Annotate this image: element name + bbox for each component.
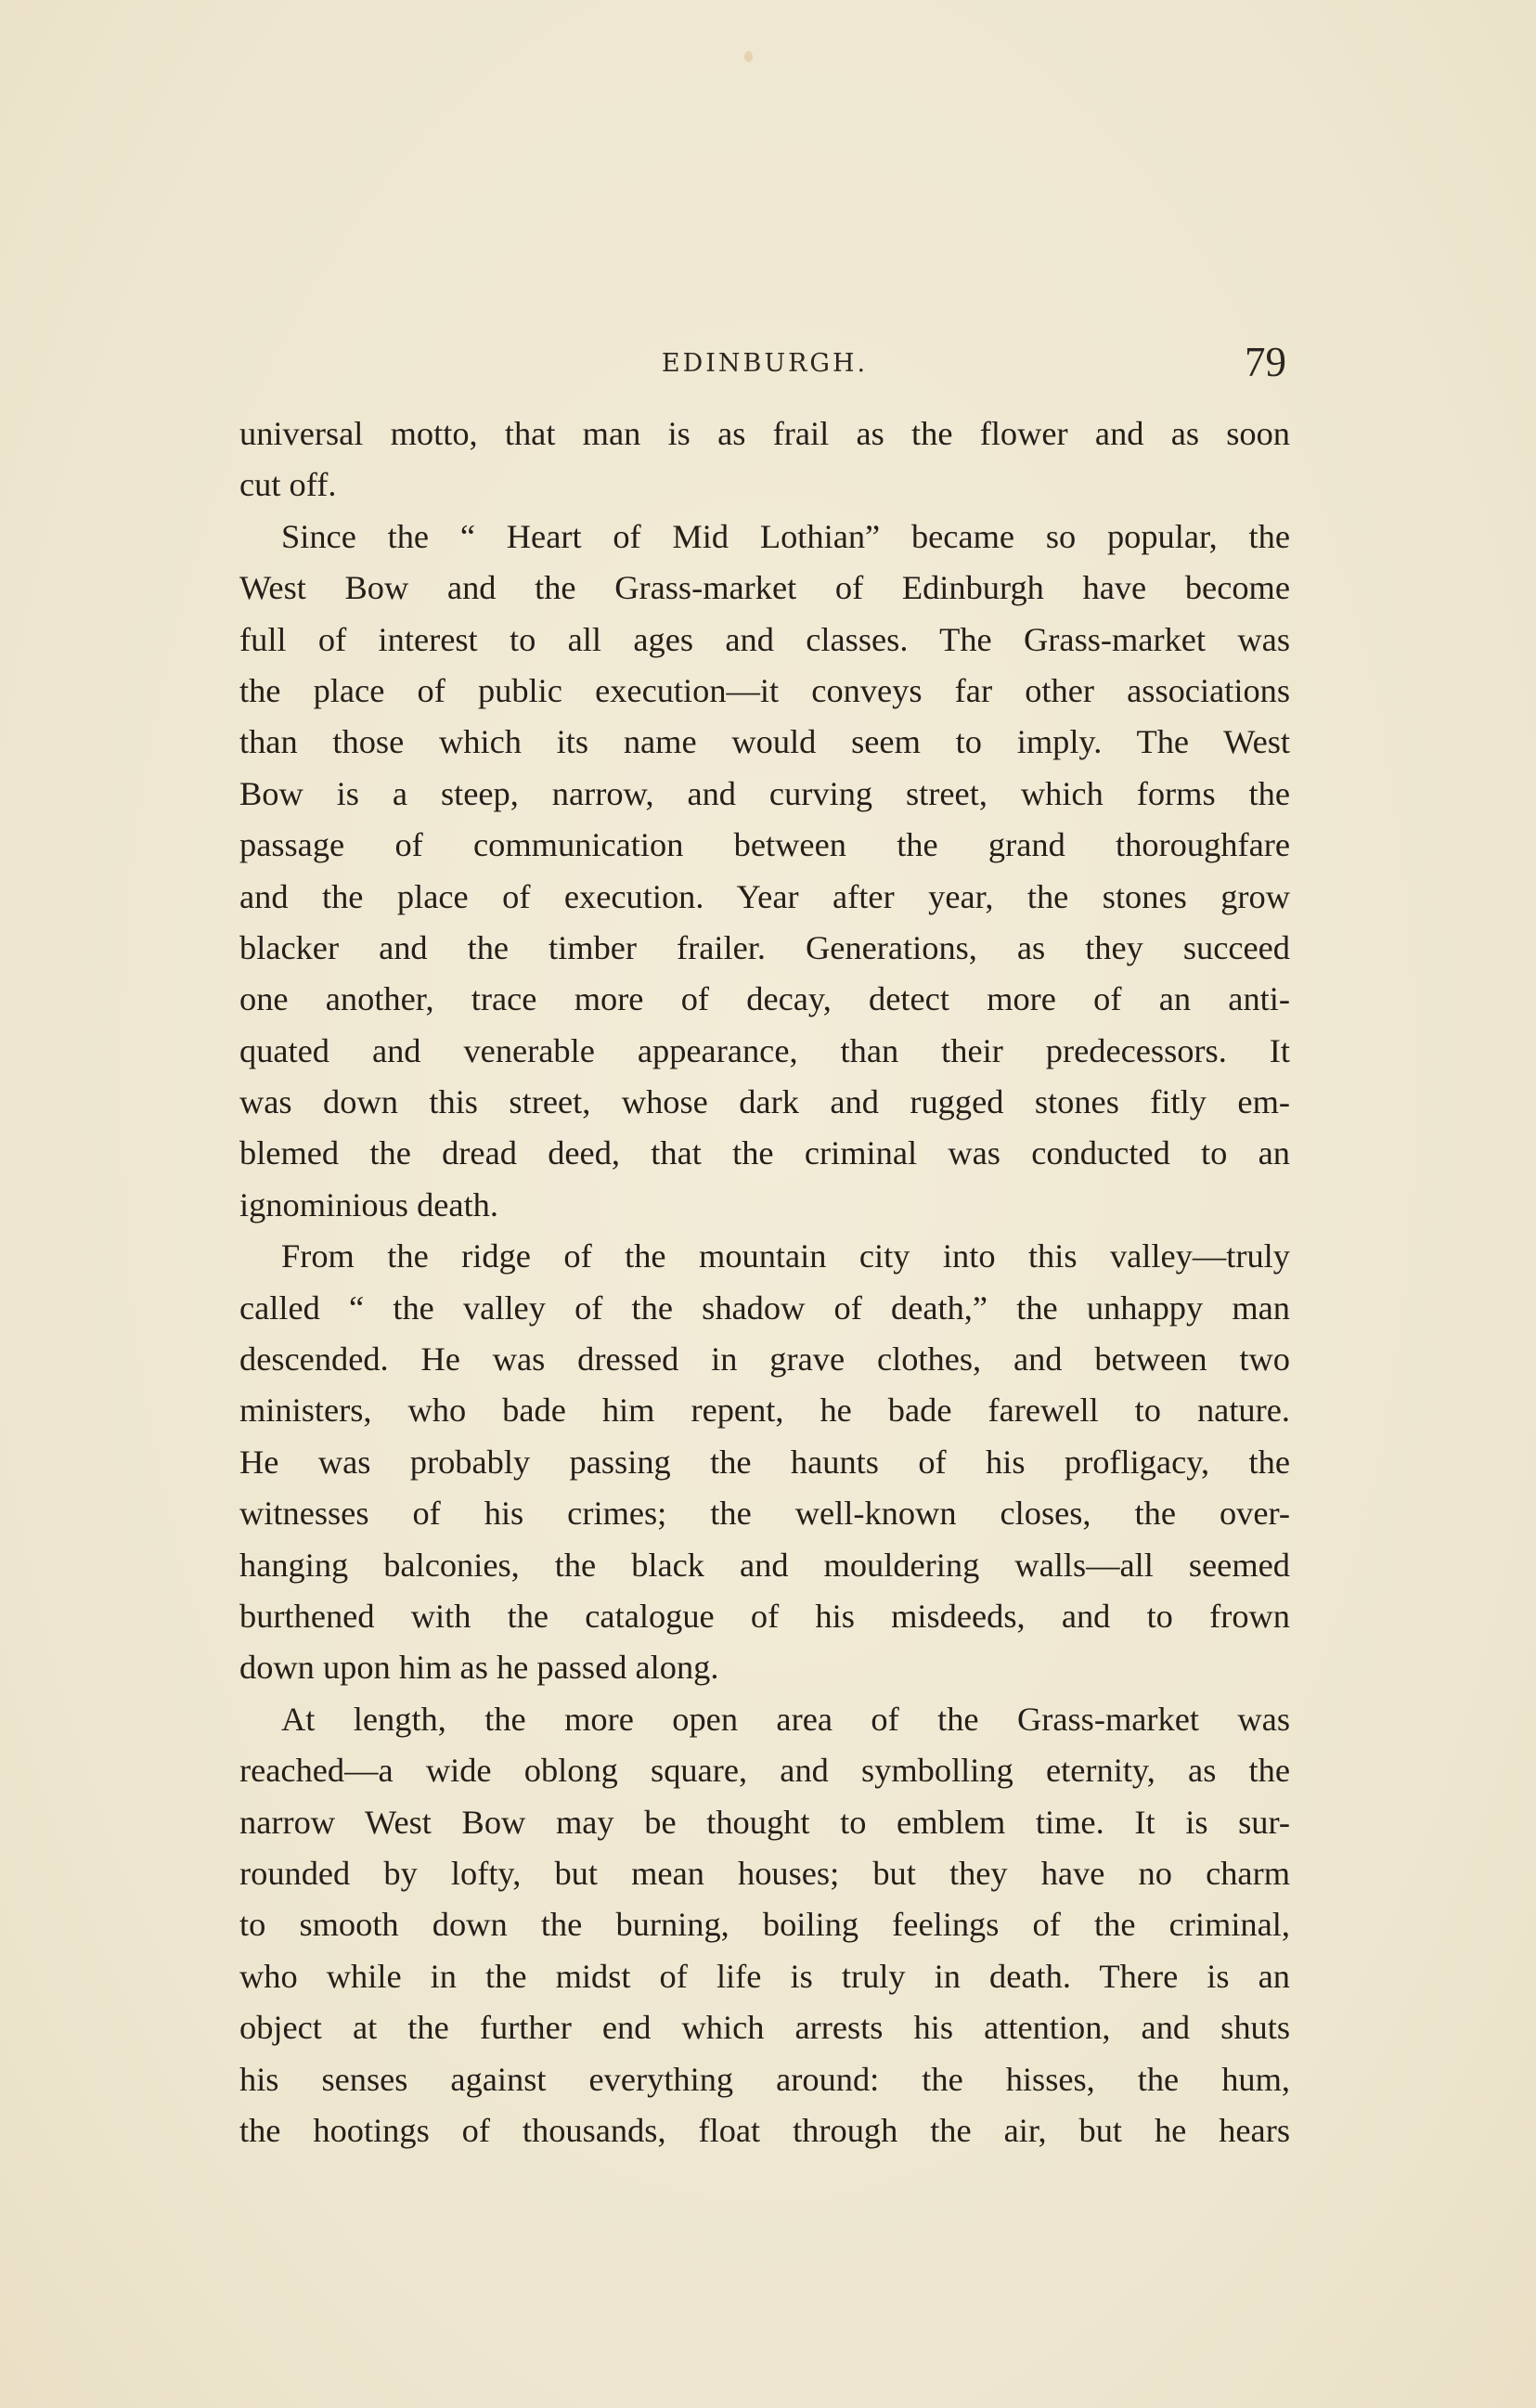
text-line: hanging balconies, the black and mouldering walls—all seemed	[239, 1546, 1290, 1584]
text-line: the hootings of thousands, float through the air, but he hears	[239, 2111, 1290, 2149]
text-line: cut off.	[239, 466, 337, 504]
running-head	[239, 336, 1290, 392]
text-line: West Bow and the Grass-market of Edinburgh have become	[239, 569, 1290, 607]
text-line: blacker and the timber frailer. Generations, as they succeed	[239, 928, 1290, 966]
text-line: and the place of execution. Year after year, the stones grow	[239, 877, 1290, 915]
page-number: 79	[1245, 339, 1286, 385]
text-line: burthened with the catalogue of his misdeeds, and to frown	[239, 1597, 1290, 1635]
text-line: down upon him as he passed along.	[239, 1649, 719, 1687]
text-line: rounded by lofty, but mean houses; but they have no charm	[239, 1854, 1290, 1892]
paper-speck	[744, 51, 753, 62]
text-line: reached—a wide oblong square, and symbolling eternity, as the	[239, 1752, 1290, 1790]
text-line: who while in the midst of life is truly in death. There is an	[239, 1957, 1290, 1995]
text-line: descended. He was dressed in grave clothes, and between two	[239, 1340, 1290, 1379]
text-line: Bow is a steep, narrow, and curving street, which forms the	[239, 774, 1290, 812]
text-line: to smooth down the burning, boiling feelings of the criminal,	[239, 1906, 1290, 1944]
text-line: At length, the more open area of the Grass-market was	[281, 1700, 1290, 1738]
text-line: witnesses of his crimes; the well-known closes, the over-	[239, 1495, 1290, 1533]
text-line: the place of public execution—it conveys far other associations	[239, 671, 1290, 709]
text-line: object at the further end which arrests his attention, and shuts	[239, 2009, 1290, 2047]
text-line: universal motto, that man is as frail as the flower and as soon	[239, 415, 1290, 452]
text-line: than those which its name would seem to imply. The West	[239, 723, 1290, 761]
text-line: ignominious death.	[239, 1185, 498, 1223]
body-text	[239, 408, 1290, 2156]
text-line: quated and venerable appearance, than their predecessors. It	[239, 1031, 1290, 1069]
text-line: From the ridge of the mountain city into this valley—truly	[281, 1237, 1290, 1275]
text-line: Since the “ Heart of Mid Lothian” became so popular, the	[281, 517, 1290, 555]
text-line: called “ the valley of the shadow of death,” the unhappy man	[239, 1288, 1290, 1327]
text-line: narrow West Bow may be thought to emblem time. It is sur-	[239, 1803, 1290, 1841]
text-line: one another, trace more of decay, detect more of an anti-	[239, 980, 1290, 1018]
running-title: EDINBURGH.	[661, 349, 869, 378]
text-line: was down this street, whose dark and rugged stones fitly em-	[239, 1083, 1290, 1121]
text-line: He was probably passing the haunts of his profligacy, the	[239, 1443, 1290, 1481]
text-line: his senses against everything around: the hisses, the hum,	[239, 2060, 1290, 2098]
text-line: passage of communication between the grand thoroughfare	[239, 826, 1290, 864]
text-line: full of interest to all ages and classes. The Grass-market was	[239, 620, 1290, 658]
text-line: blemed the dread deed, that the criminal was conducted to an	[239, 1134, 1290, 1172]
text-line: ministers, who bade him repent, he bade farewell to nature.	[239, 1392, 1290, 1430]
